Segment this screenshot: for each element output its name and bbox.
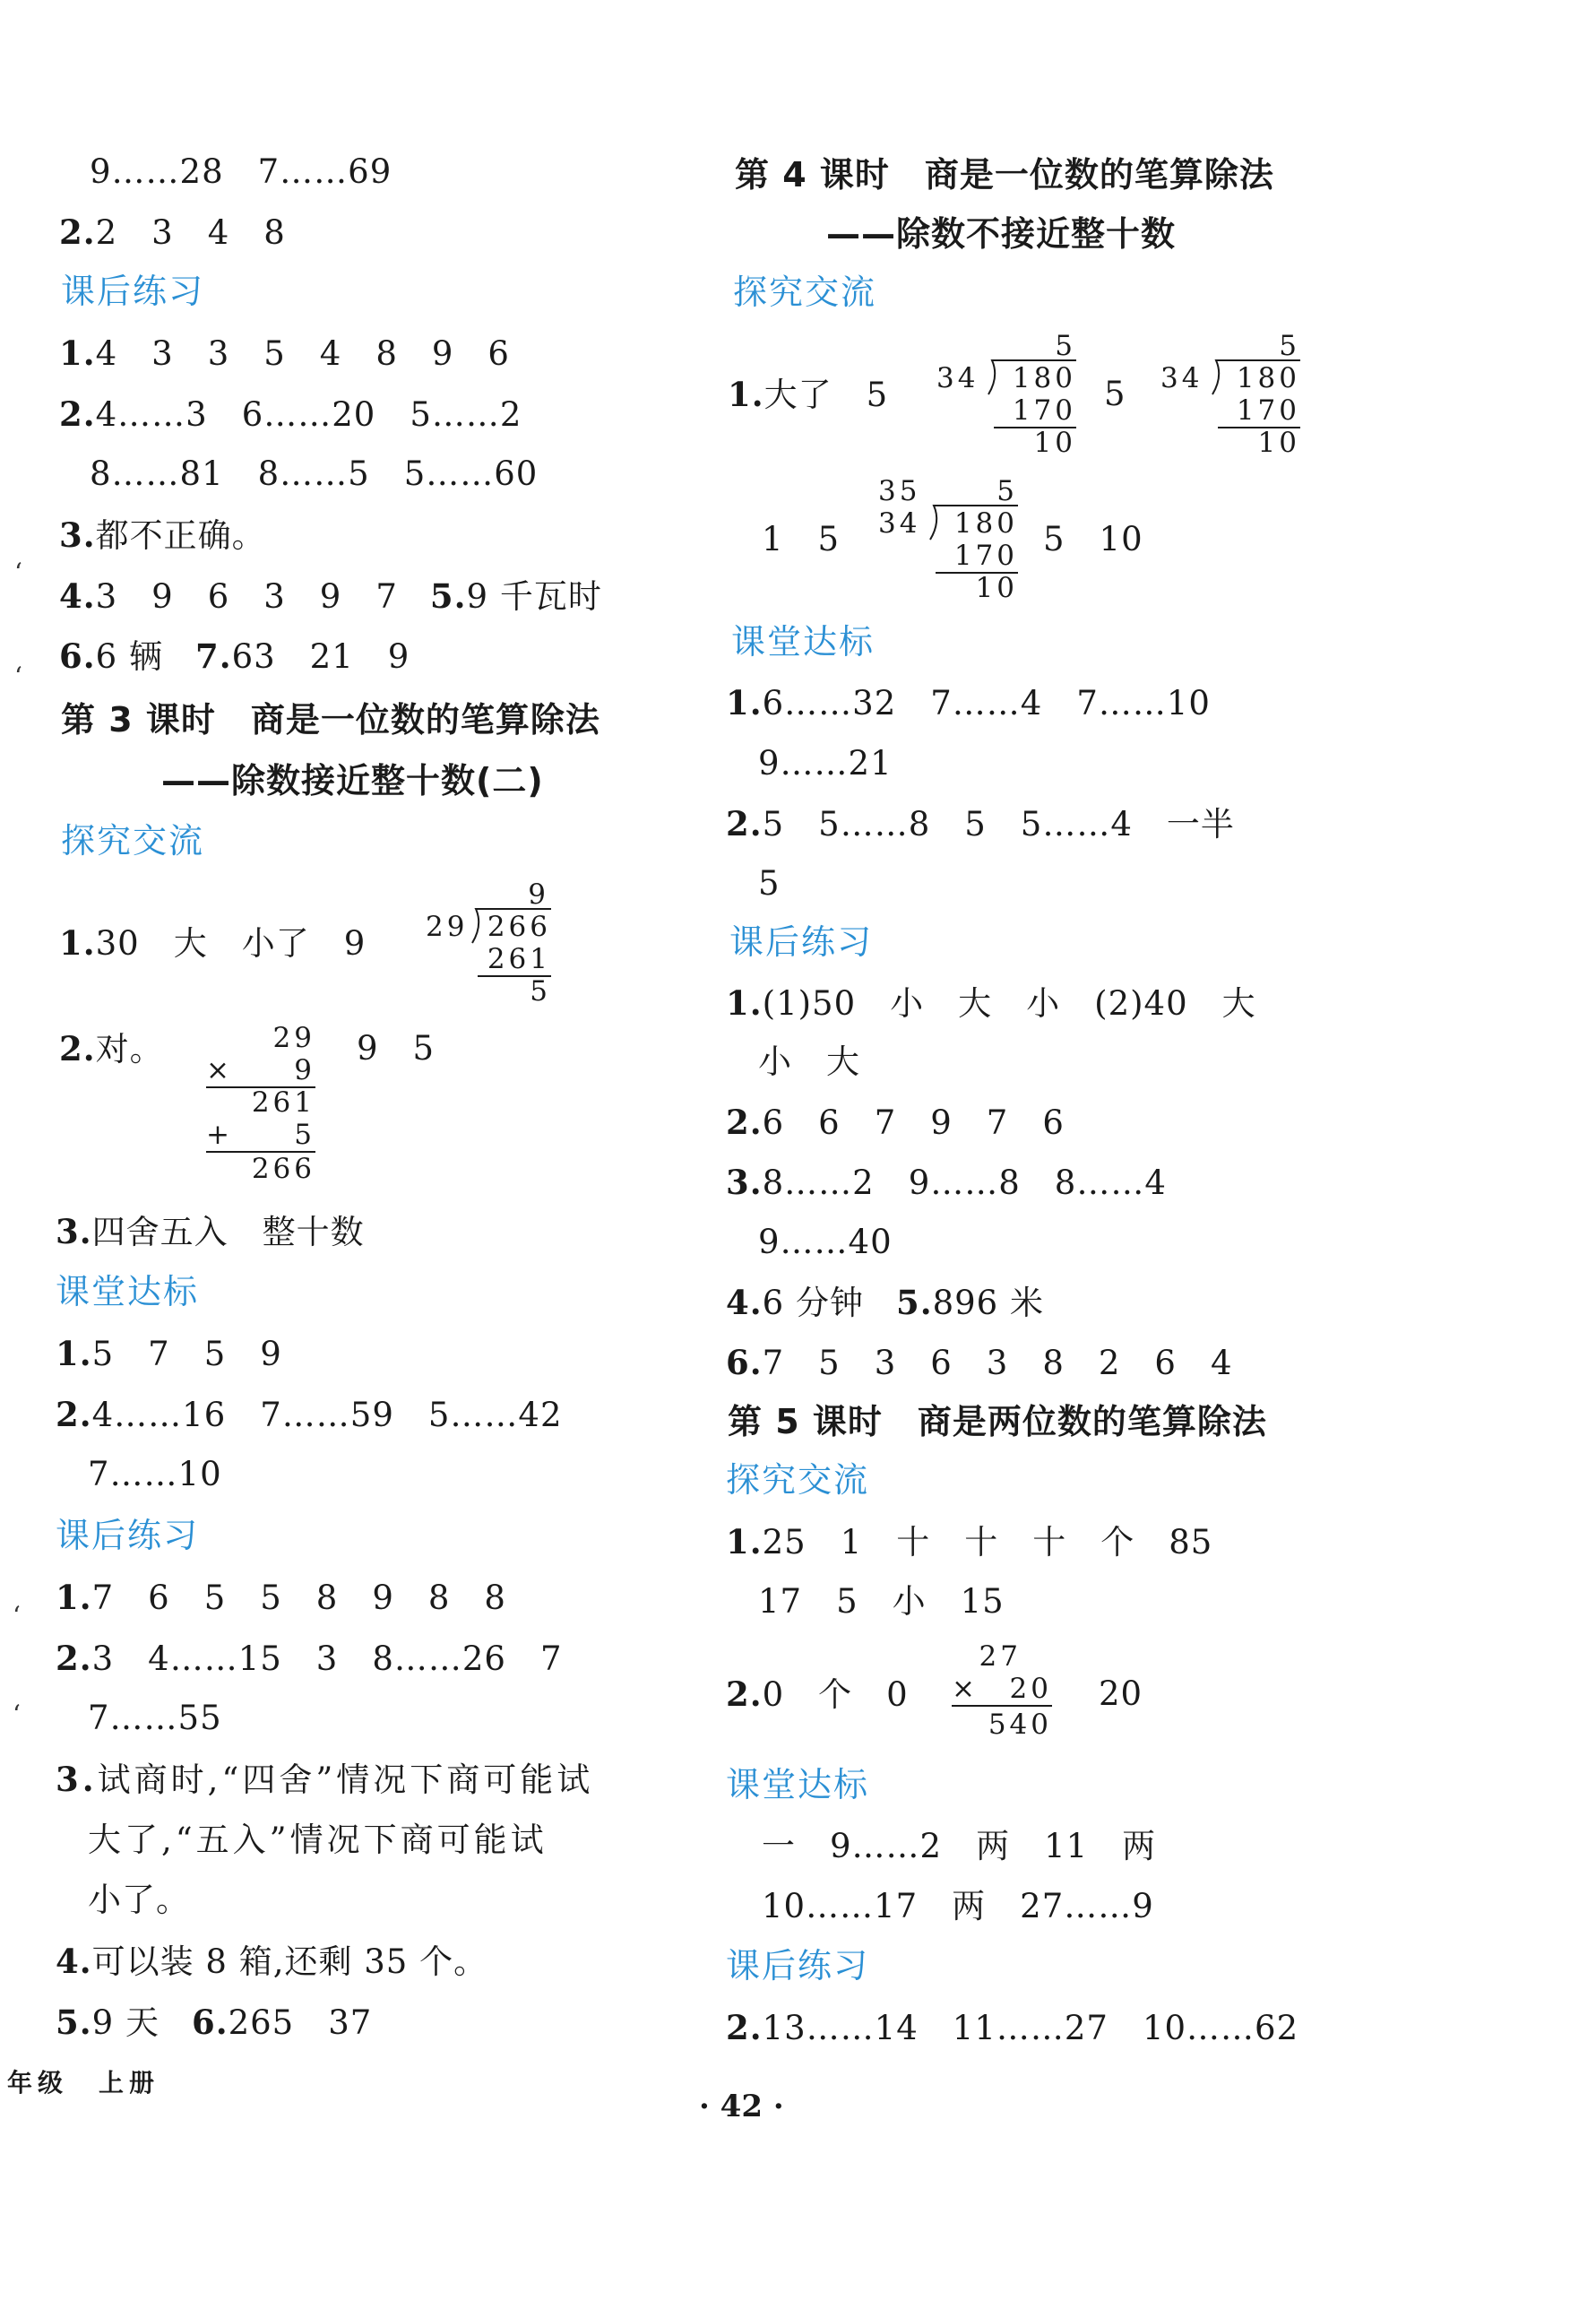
answer-line: 9……21 — [758, 744, 893, 783]
answer-line: 5.9 天 6.265 37 — [56, 2003, 373, 2042]
answer-line: 20 — [1099, 1674, 1143, 1713]
answer-line: 4.6 分钟 5.896 米 — [726, 1283, 1044, 1322]
section-title: 探究交流 — [726, 1460, 870, 1500]
answer-line: 2.4……16 7……59 5……42 — [56, 1395, 563, 1434]
section-title: 课堂达标 — [726, 1765, 870, 1804]
answer-line: 3.试商时,“四舍”情况下商可能试 — [56, 1760, 594, 1799]
answer-line: 8……81 8……5 5……60 — [90, 454, 539, 493]
answer-line: 7……10 — [88, 1455, 222, 1493]
lesson-heading: 第 4 课时 商是一位数的笔算除法 — [735, 155, 1274, 195]
answer-line: 2.2 3 4 8 — [59, 212, 286, 252]
book-grade-label: 年级 上册 — [7, 2068, 160, 2098]
section-title: 课后练习 — [61, 272, 205, 311]
lesson-heading: 第 3 课时 商是一位数的笔算除法 — [61, 700, 600, 740]
answer-line: 4.3 9 6 3 9 7 5.9 千瓦时 — [59, 576, 602, 616]
answer-line: 9……40 — [758, 1223, 893, 1261]
answer-line: 4.可以装 8 箱,还剩 35 个。 — [56, 1942, 488, 1981]
lesson-subheading: ——除数不接近整十数 — [826, 214, 1177, 254]
answer-line: 1.4 3 3 5 4 8 9 6 — [59, 333, 510, 373]
answer-line: 大了,“五入”情况下商可能试 — [88, 1821, 548, 1859]
answer-line: 2.4……3 6……20 5……2 — [59, 394, 522, 434]
answer-line: 6.7 5 3 6 3 8 2 6 4 — [726, 1343, 1233, 1382]
answer-line: 1.大了 5 — [728, 375, 889, 414]
answer-line: 2.0 个 0 — [726, 1674, 909, 1714]
answer-line: 5 10 — [1043, 520, 1143, 558]
margin-mark: ‘ — [14, 558, 22, 587]
answer-page: 9……28 7……69 2.2 3 4 8 课后练习 1.4 3 3 5 4 8 9 6 2.4……3 6……20 5……2 8……81 8……5 5……60 3.都不正确。 4.3 9 6 3 9 7 5.9 千瓦时 6.6 辆 7.63 21 9 第 3 课时 商是一位数的笔算除法 ——除数接近整十数(二) 探究交流 1.30 大 小了 9 9 29 266 261 5 2.对。 29 × 9 261 + 5 266 9 5 3.四舍五入 整十数 课堂达标 1.5 7 5 9 2.4……16 7……59 5……42 7……10 课后练习 1.7 6 5 5 8 9 8 8 2.3 4……15 3 8……26 7 7……55 3.试商时,“四舍”情况下商可能试 大了,“五入”情况下商可能试 小了。 4.可以装 8 箱,还剩 35 个。 5.9 天 6.265 37 ‘ ‘ ‘ ‘ 第 4 课时 商是一位数的笔算除法 ——除数不接近整十数 探究交流 1.大了 5 5 34 180 170 10 5 5 34 180 170 10 1 5 35 5 34 180 170 10 5 10 课堂达标 1.6……32 7……4 7……10 9……21 2.5 5……8 5 5……4 一半 5 课后练习 1.(1)50 小 大 小 (2)40 大 小 大 2.6 6 7 9 7 6 3.8……2 9……8 8……4 9……40 4.6 分钟 5.896 米 6.7 5 3 6 3 8 2 6 4 第 5 课时 商是两位数的笔算除法 探究交流 1.25 1 十 十 十 个 85 17 5 小 15 2.0 个 0 27 × 20 540 20 课堂达标 一 9……2 两 11 两 10……17 两 27……9 课后练习 2.13……14 11……27 10……62 年级 上册 · 42 · — [7, 152, 1300, 2124]
answer-line: 1 5 — [762, 520, 841, 558]
section-title: 课后练习 — [56, 1516, 200, 1555]
section-title: 课堂达标 — [56, 1272, 200, 1311]
section-title: 课后练习 — [729, 922, 874, 962]
section-title: 探究交流 — [61, 821, 205, 861]
answer-line: 17 5 小 15 — [758, 1582, 1005, 1621]
answer-line: 5 — [758, 864, 781, 903]
answer-line: 2.5 5……8 5 5……4 一半 — [726, 804, 1235, 843]
answer-line: 2.对。 — [59, 1029, 164, 1068]
answer-line: 小了。 — [88, 1881, 190, 1919]
section-title: 课后练习 — [726, 1946, 870, 1985]
answer-line: 1.30 大 小了 9 — [59, 923, 367, 963]
lesson-heading: 第 5 课时 商是两位数的笔算除法 — [728, 1402, 1267, 1441]
answer-line: 10……17 两 27……9 — [762, 1887, 1154, 1925]
answer-line: 一 9……2 两 11 两 — [762, 1827, 1157, 1865]
answer-line: 3.都不正确。 — [59, 515, 266, 555]
answer-line: 3.8……2 9……8 8……4 — [726, 1163, 1167, 1202]
answer-line: 1.6……32 7……4 7……10 — [726, 683, 1211, 722]
section-title: 课堂达标 — [731, 622, 876, 662]
answer-line: 7……55 — [88, 1699, 222, 1737]
margin-mark: ‘ — [13, 1601, 21, 1631]
answer-line: 5 — [1104, 375, 1126, 413]
answer-line: 1.5 7 5 9 — [56, 1334, 282, 1373]
answer-line: 6.6 辆 7.63 21 9 — [59, 636, 410, 676]
page-number: · 42 · — [699, 2089, 784, 2124]
answer-line: 1.(1)50 小 大 小 (2)40 大 — [726, 983, 1256, 1023]
margin-mark: ‘ — [13, 1700, 21, 1729]
answer-line: 1.7 6 5 5 8 9 8 8 — [56, 1578, 506, 1617]
answer-line: 小 大 — [758, 1042, 860, 1081]
answer-line: 1.25 1 十 十 十 个 85 — [726, 1522, 1213, 1561]
answer-line: 2.6 6 7 9 7 6 — [726, 1103, 1065, 1142]
lesson-subheading: ——除数接近整十数(二) — [161, 761, 544, 800]
answer-line: 2.3 4……15 3 8……26 7 — [56, 1639, 563, 1678]
answer-line: 9……28 7……69 — [90, 152, 393, 191]
answer-line: 2.13……14 11……27 10……62 — [726, 2008, 1299, 2047]
section-title: 探究交流 — [733, 272, 877, 312]
answer-line: 9 5 — [357, 1029, 436, 1068]
margin-mark: ‘ — [14, 662, 22, 691]
answer-line: 3.四舍五入 整十数 — [56, 1212, 365, 1251]
